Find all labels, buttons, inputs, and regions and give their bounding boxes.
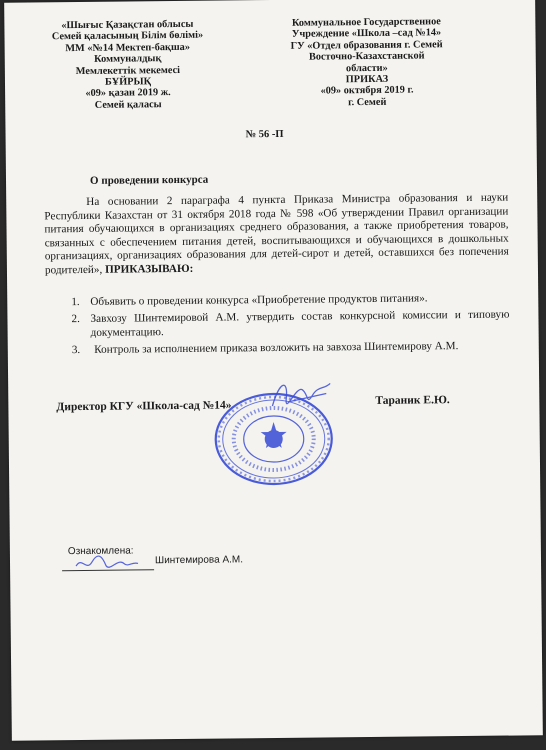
header-right-line: ПРИКАЗ bbox=[345, 73, 389, 86]
item-text: Объявить о проведении конкурса «Приобретение продуктов питания». bbox=[90, 292, 428, 308]
header-left-line: Семей қаласы bbox=[94, 99, 162, 111]
header-right-line: области» bbox=[345, 62, 388, 74]
header-left-line: Семей қаласының Білім бөлімі» bbox=[51, 30, 204, 43]
acknowledged-name: Шинтемирова А.М. bbox=[154, 554, 244, 567]
header-right-line: Коммунальное Государственное bbox=[291, 16, 441, 29]
header-right-russian bbox=[276, 16, 457, 109]
preamble-text: На основании 2 параграфа 4 пункта Приказа Министра образования и науки Республики Казахстан от 31 октября 2018 года № 598 «Об утверждении Правил организации питания обучающихся в организациях среднего образования, а также приобретения товаров, связанных с обеспечением питания детей, воспитывающихся и обучающихся в дошкольных организациях, организациях образования для детей-сирот и детей, оставшихся без попечения родителей», bbox=[44, 191, 509, 277]
order-subject: О проведении конкурса bbox=[89, 173, 209, 187]
header-right-line: г. Семей bbox=[348, 96, 387, 109]
order-item bbox=[44, 340, 510, 358]
director-signature-icon bbox=[266, 375, 336, 416]
item-text: Завхозу Шинтемировой А.М. утвердить состав конкурсной комиссии и типовую документацию. bbox=[90, 308, 510, 339]
order-number: № 56 -П bbox=[245, 128, 284, 141]
order-item bbox=[43, 309, 509, 341]
header-left-kazakh bbox=[32, 19, 223, 112]
header-left-line: ММ «№14 Мектеп-бақша» bbox=[65, 41, 191, 54]
item-number: 3. bbox=[71, 344, 81, 357]
header-left-line: Мемлекеттік мекемесі bbox=[75, 64, 181, 77]
header-left-line: Коммуналдық bbox=[94, 53, 162, 66]
acknowledgment-signature-icon bbox=[72, 551, 142, 576]
item-text: Контроль за исполнением приказа возложить на завхоза Шинтемирову А.М. bbox=[94, 340, 459, 357]
header-right-line: Учреждение «Школа –сад №14» bbox=[291, 27, 442, 41]
acknowledged-label: Ознакомлена: bbox=[67, 545, 134, 558]
order-word: ПРИКАЗЫВАЮ: bbox=[105, 262, 194, 276]
order-item bbox=[43, 292, 509, 310]
header-right-line: ГУ «Отдел образования г. Семей bbox=[290, 39, 443, 52]
item-number: 2. bbox=[71, 313, 80, 326]
header-left-line: БҰЙРЫҚ bbox=[104, 76, 152, 88]
header-left-line: «09» қазан 2019 ж. bbox=[85, 87, 171, 100]
director-title: Директор КГУ «Школа-сад №14» bbox=[56, 399, 232, 414]
header-right-line: «09» октября 2019 г. bbox=[320, 84, 414, 97]
director-name: Тараник Е.Ю. bbox=[375, 394, 450, 407]
order-preamble bbox=[44, 192, 509, 278]
order-items bbox=[43, 292, 510, 363]
header-right-line: Восточно-Казахстанской bbox=[308, 50, 425, 63]
item-number: 1. bbox=[71, 296, 80, 309]
header-left-line: «Шығыс Қазақстан облысы bbox=[61, 18, 194, 32]
document-page bbox=[4, 0, 543, 741]
